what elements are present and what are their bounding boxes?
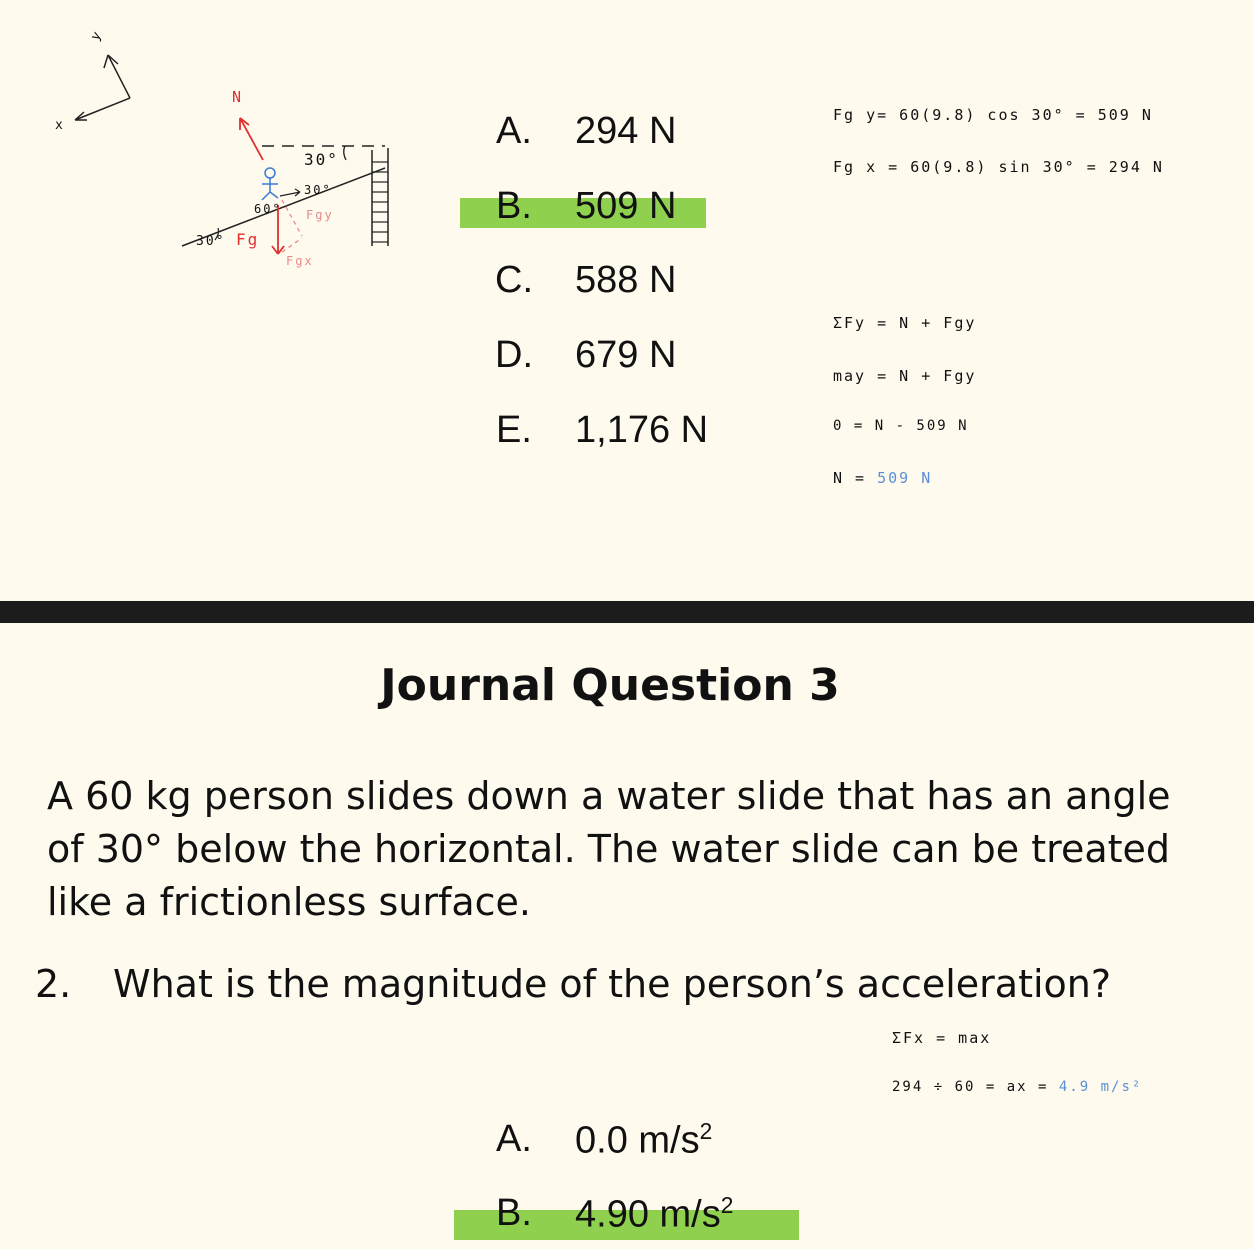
work-line: may = N + Fgy [833,367,977,385]
choice-value: 509 N [575,185,677,227]
fgx-label: Fgx [286,254,314,268]
y-axis-label: y [87,27,106,44]
choice-letter: B. [496,185,532,227]
choice-value: 679 N [575,334,677,376]
work-line: Fg y= 60(9.8) cos 30° = 509 N [833,106,1153,124]
section-divider [0,601,1254,623]
question-text: What is the magnitude of the person’s acceleration? [113,962,1112,1006]
work-line [833,469,932,487]
work-prefix: N = [833,469,867,487]
choice-value: 1,176 N [575,409,709,451]
work-line: ΣFy = N + Fgy [833,314,977,332]
choice-value: 294 N [575,110,677,152]
work-line: ΣFx = max [892,1029,992,1047]
choice-value: 588 N [575,259,677,301]
choice-letter: B. [496,1192,532,1234]
page-title: Journal Question 3 [380,660,840,711]
choice-letter: A. [496,1118,532,1160]
work-answer: 509 N [877,469,933,487]
angle-top-label: 30° [304,150,339,169]
choice-letter: C. [495,259,533,301]
x-axis-label: x [55,118,65,133]
choice-value: 0.0 $m/s^2$ [575,1118,713,1162]
choice-value: 4.90 $m/s^2$ [575,1192,734,1236]
gravity-force-label: Fg [236,230,260,249]
choice-letter: D. [495,334,533,376]
normal-force-label: N [232,88,244,106]
problem-statement: A 60 kg person slides down a water slide that has an angle of 30° below the horizontal. The water slide can be treated like a frictionless surface. [47,774,1171,924]
angle-base-label: 30° [196,234,226,249]
work-line: 0 = N - 509 N [833,418,969,434]
work-prefix: 294 ÷ 60 = ax = [892,1079,1049,1095]
work-line [892,1079,1142,1095]
question-number: 2. [35,962,72,1006]
fgy-label: Fgy [306,208,334,222]
choice-letter: A. [496,110,532,152]
angle-60-label: 60° [254,202,282,216]
choice-letter: E. [496,409,532,451]
work-line: Fg x = 60(9.8) sin 30° = 294 N [833,158,1164,176]
angle-mid-label: 30° [304,183,332,197]
work-answer: 4.9 m/s² [1058,1079,1143,1095]
